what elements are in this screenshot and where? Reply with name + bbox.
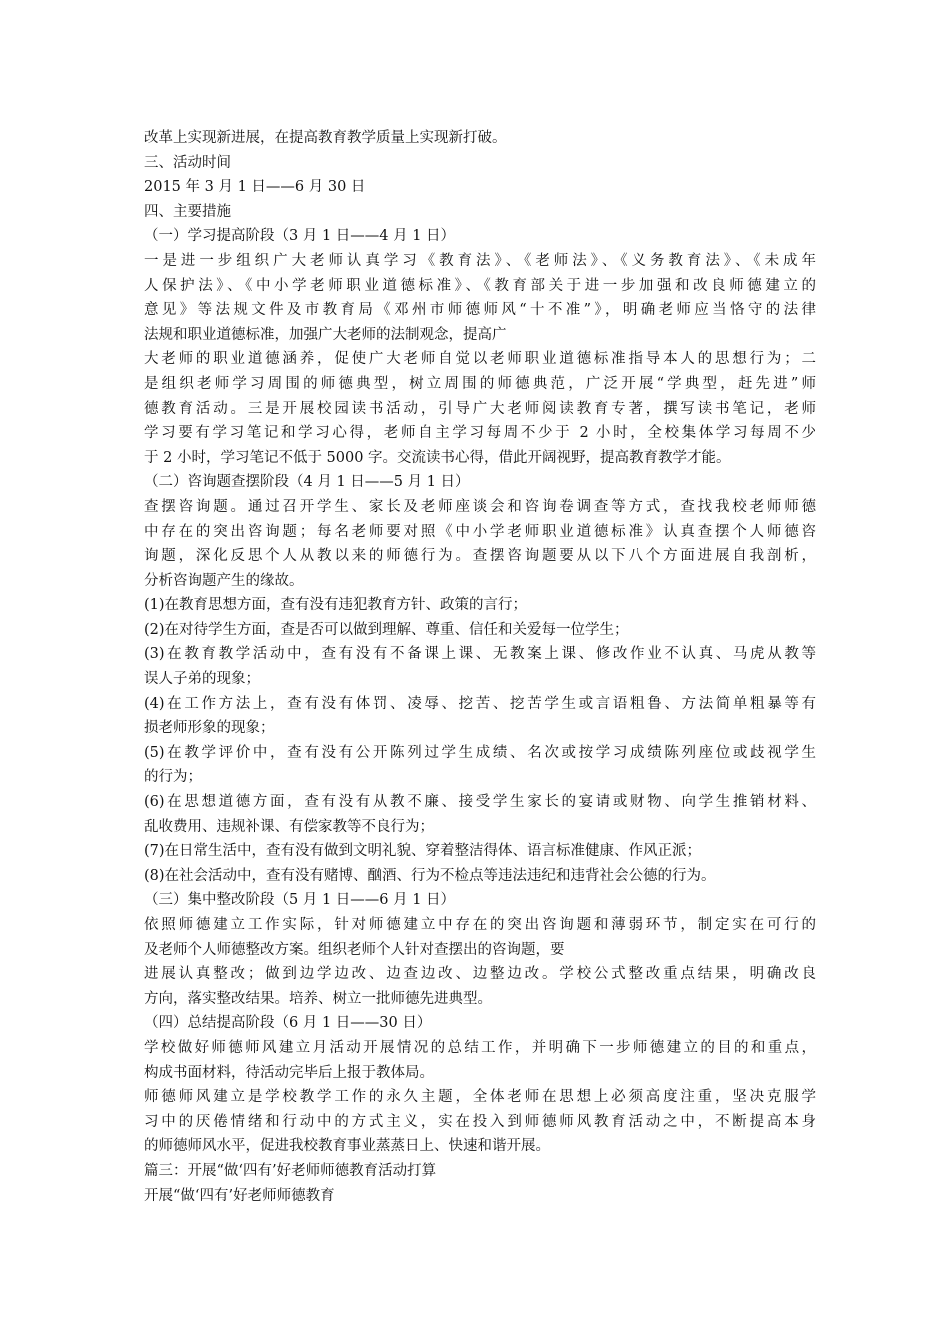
text-line: 大老师的职业道德涵养，促使广大老师自觉以老师职业道德标准指导本人的思想行为；二 bbox=[144, 351, 816, 368]
text-line: 师德师风建立是学校教学工作的永久主题，全体老师在思想上必须高度注重，坚决克服学 bbox=[144, 1089, 816, 1106]
text-line: 篇三：开展“做‘四有’好老师师德教育活动打算 bbox=[144, 1162, 437, 1179]
text-line: 误人子弟的现象； bbox=[144, 671, 260, 688]
text-line: (8)在社会活动中，查有没有赌博、酗酒、行为不检点等违法违纪和违背社会公德的行为。 bbox=[144, 867, 716, 884]
text-line: 的行为； bbox=[144, 769, 202, 786]
text-line: 构成书面材料，待活动完毕后上报于教体局。 bbox=[144, 1064, 434, 1081]
text-line: 中存在的突出咨询题；每名老师要对照《中小学老师职业道德标准》认真查摆个人师德咨 bbox=[144, 523, 816, 540]
text-line: (7)在日常生活中，查有没有做到文明礼貌、穿着整洁得体、语言标准健康、作风正派； bbox=[144, 843, 702, 860]
text-line: 习中的厌倦情绪和行动中的方式主义，实在投入到师德师风教育活动之中，不断提高本身 bbox=[144, 1113, 816, 1130]
text-line: 乱收费用、违规补课、有偿家教等不良行为； bbox=[144, 818, 434, 835]
text-line: 询题，深化反思个人从教以来的师德行为。查摆咨询题要从以下八个方面进展自我剖析， bbox=[144, 548, 816, 565]
text-line: (5)在教学评价中，查有没有公开陈列过学生成绩、名次或按学习成绩陈列座位或歧视学生 bbox=[144, 744, 816, 761]
text-line: 学习要有学习笔记和学习心得，老师自主学习每周不少于 2 小时，全校集体学习每周不少 bbox=[144, 425, 816, 442]
text-line: 方向，落实整改结果。培养、树立一批师德先进典型。 bbox=[144, 990, 492, 1007]
text-line: (6)在思想道德方面，查有没有从教不廉、接受学生家长的宴请或财物、向学生推销材料、 bbox=[144, 794, 816, 811]
text-line: 依照师德建立工作实际，针对师德建立中存在的突出咨询题和薄弱环节，制定实在可行的 bbox=[144, 917, 816, 933]
text-line: 意见》等法规文件及市教育局《邓州市师德师风“十不准”》，明确老师应当恪守的法律 bbox=[144, 302, 816, 319]
text-line: （一）学习提高阶段（3 月 1 日——4 月 1 日） bbox=[144, 228, 456, 245]
text-line: （三）集中整改阶段（5 月 1 日——6 月 1 日） bbox=[144, 892, 456, 909]
text-line: （二）咨询题查摆阶段（4 月 1 日——5 月 1 日） bbox=[144, 474, 470, 491]
text-line: 三、活动时间 bbox=[144, 154, 231, 171]
text-line: 法规和职业道德标准，加强广大老师的法制观念，提高广 bbox=[144, 326, 507, 343]
text-line: 2015 年 3 月 1 日——6 月 30 日 bbox=[144, 179, 366, 196]
text-line: 的师德师风水平，促进我校教育事业蒸蒸日上、快速和谐开展。 bbox=[144, 1138, 550, 1155]
text-line: 查摆咨询题。通过召开学生、家长及老师座谈会和咨询卷调查等方式，查找我校老师师德 bbox=[144, 498, 816, 515]
text-line: （四）总结提高阶段（6 月 1 日——30 日） bbox=[144, 1015, 432, 1032]
text-line: 于 2 小时，学习笔记不低于 5000 字。交流读书心得，借此开阔视野，提高教育教学才能。 bbox=[144, 449, 731, 466]
text-line: 人保护法》、《中小学老师职业道德标准》、《教育部关于进一步加强和改良师德建立的 bbox=[144, 277, 816, 294]
text-line: (1)在教育思想方面，查有没有违犯教育方针、政策的言行； bbox=[144, 597, 528, 614]
text-line: 损老师形象的现象； bbox=[144, 720, 275, 737]
text-line: 德教育活动。三是开展校园读书活动，引导广大老师阅读教育专著，撰写读书笔记，老师 bbox=[144, 400, 816, 417]
text-line: 开展“做‘四有’好老师师德教育 bbox=[144, 1187, 335, 1204]
document-page bbox=[144, 126, 816, 1208]
text-line: (2)在对待学生方面，查是否可以做到理解、尊重、信任和关爱每一位学生； bbox=[144, 621, 629, 638]
text-line: 进展认真整改；做到边学边改、边查边改、边整边改。学校公式整改重点结果，明确改良 bbox=[144, 966, 816, 983]
text-line: 四、主要措施 bbox=[144, 203, 231, 220]
text-line: 是组织老师学习周围的师德典型，树立周围的师德典范，广泛开展“学典型，赶先进”师 bbox=[144, 375, 816, 392]
text-line: 分析咨询题产生的缘故。 bbox=[144, 572, 304, 589]
text-line: (4)在工作方法上，查有没有体罚、凌辱、挖苦、挖苦学生或言语粗鲁、方法简单粗暴等有 bbox=[144, 695, 816, 712]
text-line: 学校做好师德师风建立月活动开展情况的总结工作，并明确下一步师德建立的目的和重点， bbox=[144, 1039, 816, 1056]
text-line: 一是进一步组织广大老师认真学习《教育法》、《老师法》、《义务教育法》、《未成年 bbox=[144, 252, 816, 269]
text-line: (3)在教育教学活动中，查有没有不备课上课、无教案上课、修改作业不认真、马虎从教等 bbox=[144, 646, 816, 663]
text-line: 改革上实现新进展，在提高教育教学质量上实现新打破。 bbox=[144, 130, 507, 146]
text-line: 及老师个人师德整改方案。组织老师个人针对查摆出的咨询题，要 bbox=[144, 941, 565, 958]
